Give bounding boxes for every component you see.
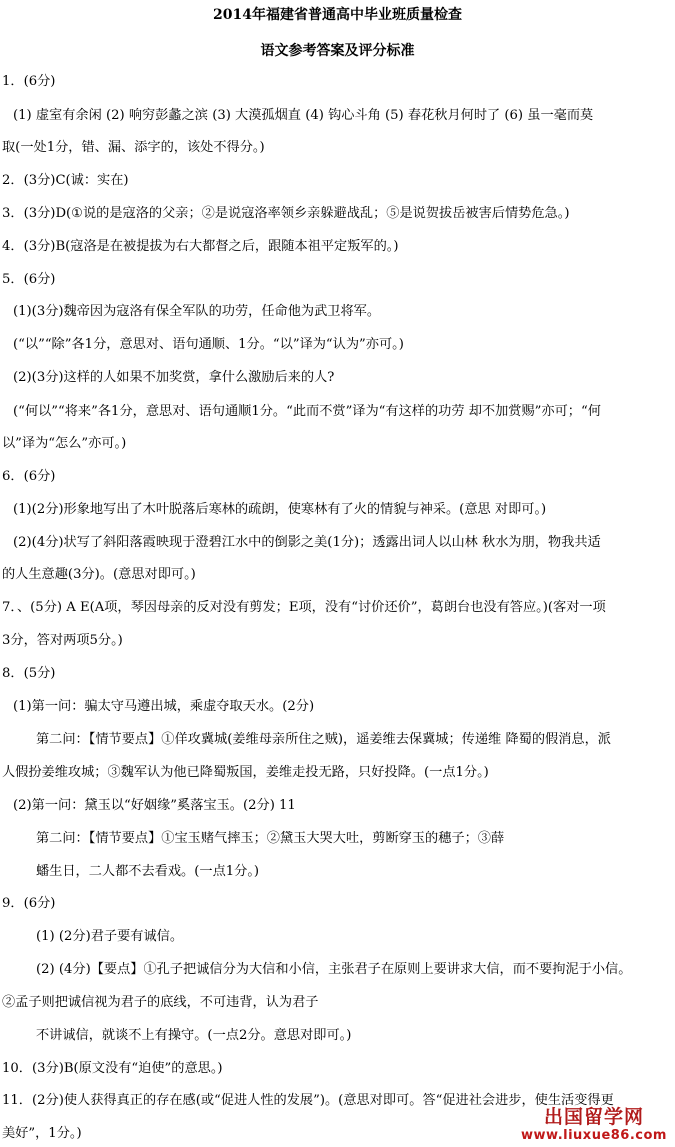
q11-answer-line-1: 11．(2分)使人获得真正的存在感(或“促进人性的发展”)。(意思对即可。答“促进社会进步，使生活变得更 [2,1093,614,1108]
q6-heading: 6．(6分) [2,469,56,484]
q9-part2-answer-line-2: ②孟子则把诚信视为君子的底线，不可违背，认为君子 [2,995,319,1010]
q7-answer-line-1: 7．、(5分) A E(A项，琴因母亲的反对没有剪发；E项，没有“讨价还价”，葛朗台也没有答应。)(客对一项 [2,600,606,615]
q6-part2-answer-line-2: 的人生意趣(3分)。(意思对即可。) [2,567,196,582]
q5-part2-scoring-line-2: 以”译为“怎么”亦可。) [2,436,127,451]
q2-answer: 2．(3分)C(诚：实在) [2,173,129,188]
q9-part2-answer-line-1: (2) (4分)【要点】①孔子把诚信分为大信和小信，主张君子在原则上要讲求大信，而不要拘泥于小信。 [36,962,632,977]
q10-answer: 10．(3分)B(原文没有“迫使”的意思。) [2,1061,223,1076]
q5-part2-scoring-line-1: (“何以”“将来”各1分，意思对、语句通顺1分。“此而不赏”译为“有这样的功劳 却不加赏赐”亦可；“何 [13,404,601,419]
q8-part2-first-question: (2)第一问：黛玉以“好姻缘”奚落宝玉。(2分) 11 [13,798,296,813]
q4-answer: 4．(3分)B(寇洛是在被提拔为右大都督之后，跟随本祖平定叛军的。) [2,239,399,254]
q9-part1-answer: (1) (2分)君子要有诚信。 [36,929,184,944]
q6-part1-answer: (1)(2分)形象地写出了木叶脱落后寒林的疏朗，使寒林有了火的情貌与神采。(意思 对即可。) [13,502,547,517]
q11-answer-line-2: 美好”，1分。) [2,1126,82,1141]
q5-heading: 5．(6分) [2,272,56,287]
q8-part2-second-question-line-1: 第二问：【情节要点】①宝玉赌气摔玉；②黛玉大哭大吐，剪断穿玉的穗子；③薛 [36,831,505,846]
q8-part1-second-question-line-1: 第二问：【情节要点】①佯攻冀城(姜维母亲所住之贼)，遥姜维去保冀城；传递维 降蜀的假消息，派 [36,732,611,747]
q8-part1-first-question: (1)第一问：骗太守马遵出城，乘虚夺取天水。(2分) [13,699,315,714]
q1-answer-line-1: (1) 虚室有余闲 (2) 响穷彭蠡之滨 (3) 大漠孤烟直 (4) 钩心斗角 (5) 春花秋月何时了 (6) 虽一毫而莫 [13,108,594,123]
watermark-site-url: www.liuxue86.com [521,1128,667,1143]
q5-part1-scoring: (“以”“除”各1分，意思对、语句通顺、1分。“以”译为“认为”亦可。) [13,337,404,352]
q8-heading: 8．(5分) [2,666,56,681]
q3-answer: 3．(3分)D(①说的是寇洛的父亲；②是说寇洛率领乡亲躲避战乱；⑤是说贺拔岳被害后情势危急。) [2,206,570,221]
site-watermark [519,1106,669,1143]
q5-part1-answer: (1)(3分)魏帝因为寇洛有保全军队的功劳，任命他为武卫将军。 [13,304,381,319]
q9-part2-answer-line-3: 不讲诚信，就谈不上有操守。(一点2分。意思对即可。) [36,1028,352,1043]
q5-part2-answer: (2)(3分)这样的人如果不加奖赏，拿什么激励后来的人? [13,370,335,385]
q1-heading: 1．(6分) [2,74,56,89]
q1-answer-line-2: 取(一处1分，错、漏、添字的，该处不得分。) [2,140,265,155]
q8-part2-second-question-line-2: 蟠生日，二人都不去看戏。(一点1分。) [36,864,260,879]
q8-part1-second-question-line-2: 人假扮姜维攻城；③魏军认为他已降蜀叛国，姜维走投无路，只好投降。(一点1分。) [2,765,489,780]
watermark-site-name: 出国留学网 [543,1106,644,1128]
q6-part2-answer-line-1: (2)(4分)状写了斜阳落霞映现于澄碧江水中的倒影之美(1分)；透露出词人以山林 秋水为朋，物我共适 [13,535,601,550]
document-title: 2014年福建省普通高中毕业班质量检查 [213,7,462,23]
document-subtitle: 语文参考答案及评分标准 [260,43,415,59]
q7-answer-line-2: 3分，答对两项5分。) [2,633,123,648]
q9-heading: 9．(6分) [2,896,56,911]
